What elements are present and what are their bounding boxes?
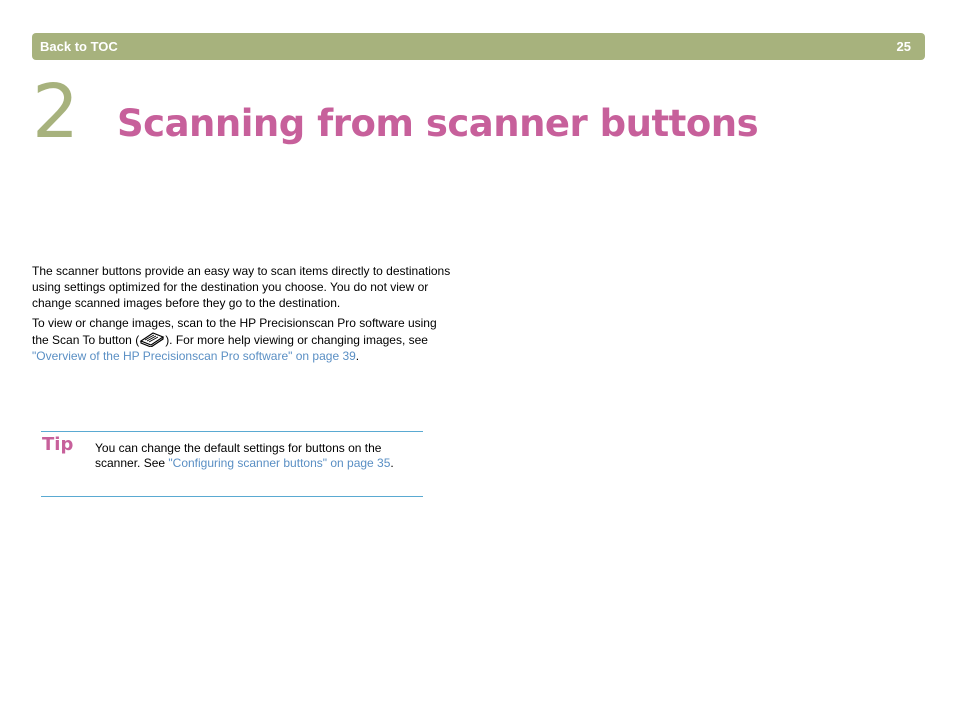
- configuring-buttons-link[interactable]: "Configuring scanner buttons" on page 35: [168, 456, 391, 470]
- paragraph-2: [32, 315, 452, 364]
- tip-text: [95, 441, 405, 471]
- tip-label: Tip: [42, 434, 74, 455]
- scanner-icon: [139, 331, 165, 347]
- page-number: 25: [896, 39, 911, 54]
- back-to-toc-link[interactable]: Back to TOC: [40, 39, 118, 54]
- paragraph-2-start: To view or change images, scan to the HP Precisionscan Pro software using the Scan To button (: [32, 316, 437, 347]
- paragraph-1: The scanner buttons provide an easy way to scan items directly to destinations using settings optimized for the destination you choose. You do not view or change scanned images before they go to the destination.: [32, 264, 451, 310]
- overview-link[interactable]: "Overview of the HP Precisionscan Pro software" on page 39: [32, 349, 356, 363]
- paragraph-2-middle: ). For more help viewing or changing images, see: [165, 333, 428, 347]
- chapter-number: 2: [32, 69, 80, 155]
- header-bar: [32, 33, 925, 60]
- tip-box: [41, 431, 423, 497]
- paragraph-2-end: .: [355, 349, 360, 363]
- chapter-title: Scanning from scanner buttons: [117, 102, 759, 145]
- tip-text-end: .: [390, 456, 394, 470]
- body-text: [32, 263, 452, 368]
- tip-text-start: You can change the default settings for buttons on the scanner. See: [95, 441, 382, 470]
